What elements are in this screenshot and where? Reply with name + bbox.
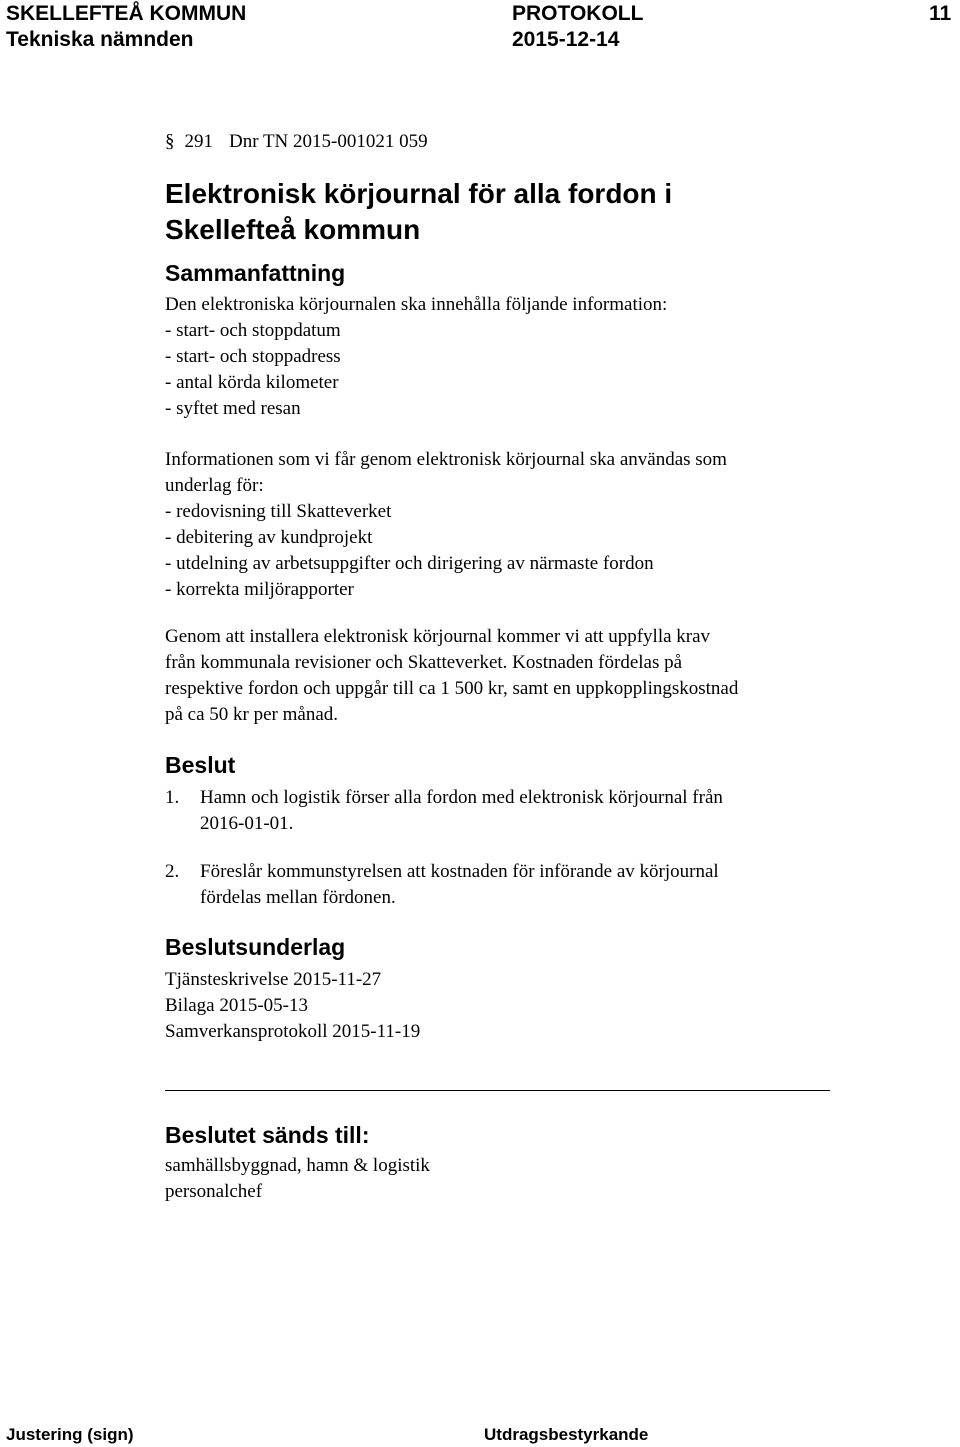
list-item: - debitering av kundprojekt	[165, 527, 373, 548]
decision-item-2	[165, 859, 865, 911]
list-item: - start- och stoppdatum	[165, 320, 341, 341]
title-line: Elektronisk körjournal för alla fordon i	[165, 178, 673, 209]
org-name: SKELLEFTEÅ KOMMUN	[6, 2, 247, 25]
list-item: Tjänsteskrivelse 2015-11-27	[165, 969, 382, 990]
decision-item-line: Hamn och logistik förser alla fordon med elektronisk körjournal från	[200, 787, 723, 808]
list-item: - korrekta miljörapporter	[165, 579, 354, 600]
sent-to-heading: Beslutet sänds till:	[165, 1122, 370, 1148]
list-item: - utdelning av arbetsuppgifter och dirigering av närmaste fordon	[165, 553, 654, 574]
decision-item-1	[165, 785, 865, 837]
page-number: 11	[929, 2, 952, 25]
title-line: Skellefteå kommun	[165, 214, 421, 245]
paragraph-symbol: §	[165, 131, 175, 152]
decision-item-line: fördelas mellan fördonen.	[200, 887, 396, 908]
cost-text-line: Genom att installera elektronisk körjournal kommer vi att uppfylla krav	[165, 626, 711, 647]
decision-item-number: 2.	[165, 861, 180, 882]
divider	[165, 1090, 830, 1091]
summary-intro: Den elektroniska körjournalen ska innehålla följande information:	[165, 294, 668, 315]
list-item: - syftet med resan	[165, 398, 301, 419]
summary-info-block	[165, 292, 865, 422]
decision-item-number: 1.	[165, 787, 180, 808]
cost-text-line: från kommunala revisioner och Skatteverket. Kostnaden fördelas på	[165, 652, 683, 673]
basis-heading: Beslutsunderlag	[165, 934, 346, 960]
section-number: 291	[184, 131, 213, 152]
list-item: - start- och stoppadress	[165, 346, 341, 367]
meeting-date: 2015-12-14	[512, 28, 620, 51]
cost-text-line: respektive fordon och uppgår till ca 1 500 kr, samt en uppkopplingskostnad	[165, 678, 739, 699]
certification-label: Utdragsbestyrkande	[484, 1425, 649, 1444]
list-item: personalchef	[165, 1181, 263, 1202]
board-name: Tekniska nämnden	[6, 28, 194, 51]
usage-text-line: Informationen som vi får genom elektronisk körjournal ska användas som	[165, 449, 727, 470]
list-item: samhällsbyggnad, hamn & logistik	[165, 1155, 430, 1176]
basis-list	[165, 967, 865, 1045]
decision-heading: Beslut	[165, 752, 236, 778]
signature-label: Justering (sign)	[6, 1425, 134, 1444]
list-item: Bilaga 2015-05-13	[165, 995, 309, 1016]
section-reference	[165, 130, 428, 154]
decision-item-line: Föreslår kommunstyrelsen att kostnaden för införande av körjournal	[200, 861, 719, 882]
list-item: Samverkansprotokoll 2015-11-19	[165, 1021, 421, 1042]
sent-to-list	[165, 1153, 865, 1205]
summary-heading: Sammanfattning	[165, 260, 346, 286]
summary-cost-block	[165, 624, 865, 728]
summary-usage-block	[165, 447, 865, 603]
usage-text-line: underlag för:	[165, 475, 264, 496]
page-title	[165, 176, 672, 248]
doc-type: PROTOKOLL	[512, 2, 644, 25]
dnr: Dnr TN 2015-001021 059	[229, 131, 428, 152]
list-item: - antal körda kilometer	[165, 372, 339, 393]
cost-text-line: på ca 50 kr per månad.	[165, 704, 339, 725]
decision-item-line: 2016-01-01.	[200, 813, 294, 834]
list-item: - redovisning till Skatteverket	[165, 501, 392, 522]
